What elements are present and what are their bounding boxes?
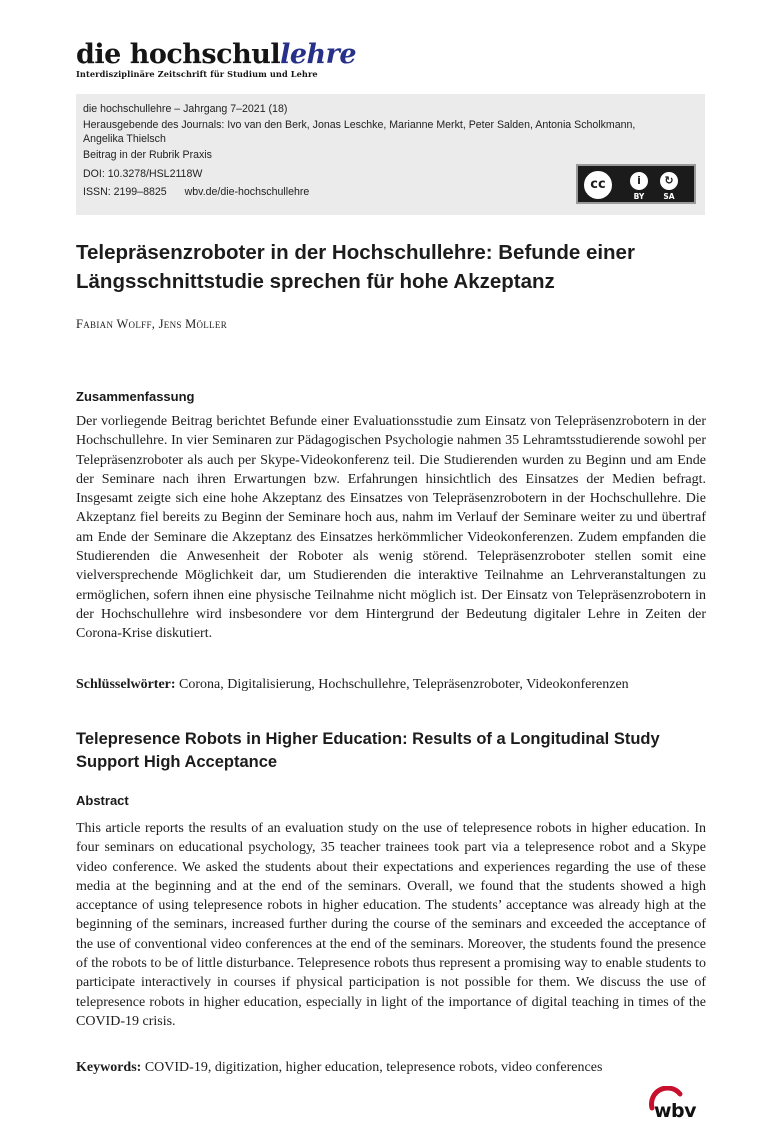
keywords-en-list: COVID-19, digitization, higher education, telepresence robots, video conferences: [144, 1060, 603, 1075]
license-by-label: BY: [633, 192, 645, 201]
journal-logo: [76, 40, 356, 79]
abstract-de-text: Der vorliegende Beitrag berichtet Befunde einer Evaluationsstudie zum Einsatz von Telepräsenzrobotern in der Hochschullehre. In vier Seminaren zur Pädagogischen Psychologie nahmen 35 Lehramtsstudierende sowohl per Telepräsenzroboter als auch per Skype-Videokonferenz teil. Die Studierenden wurden zu Beginn und am Ende der Seminare nach ihren Erwartungen bzw. Erfahrungen hinsichtlich des Einsatzes der Medien befragt. Insgesamt zeigte sich eine hohe Akzeptanz des Einsatzes von Telepräsenzrobotern in der Hochschullehre. Die Akzeptanz fiel bereits zu Beginn der Seminare hoch aus, nahm im Verlauf der Seminare weiter zu und übertraf am Ende der Seminare die Akzeptanz des Einsatzes herkömmlicher Videokonferenzen. Zudem empfanden die Studierenden die Anwesenheit der Roboter als wenig störend. Telepräsenzroboter stellen somit eine vielversprechende Möglichkeit dar, um Studierenden die interaktive Teilnahme an Lehrveranstaltungen zu ermöglichen, sofern ihnen eine physische Teilnahme nicht möglich ist. Der Einsatz von Telepräsenzrobotern in der Hochschullehre wird insbesondere vor dem Hintergrund der Bedeutung digitaler Lehre in Zeiten der Corona-Krise diskutiert.: [76, 414, 706, 642]
attribution-icon: i: [628, 170, 650, 192]
journal-issue-line: die hochschullehre – Jahrgang 7–2021 (18): [83, 103, 288, 115]
article-title-de: [76, 238, 706, 296]
keywords-de-label: Schlüsselwörter:: [76, 677, 176, 692]
cc-by-sa-license-badge[interactable]: [576, 164, 696, 204]
journal-subtitle: Interdisziplinäre Zeitschrift für Studium und Lehre: [76, 69, 318, 79]
rubric-line: Beitrag in der Rubrik Praxis: [83, 149, 212, 162]
editors-line-continued: Angelika Thielsch: [83, 133, 166, 146]
abstract-en-heading: Abstract: [76, 793, 129, 808]
journal-url-link[interactable]: wbv.de/die-hochschullehre: [184, 186, 310, 199]
share-alike-icon: ↻: [658, 170, 680, 192]
doi-line: DOI: 10.3278/HSL2118W: [83, 167, 203, 180]
license-sa-label: SA: [663, 192, 675, 201]
article-title-en-line2: Support High Acceptance: [76, 753, 278, 771]
journal-name: [76, 40, 356, 70]
publisher-logo-text: wbv: [654, 1100, 697, 1122]
article-title-de-line1: Telepräsenzroboter in der Hochschullehre: Befunde einer: [76, 241, 635, 264]
publisher-logo: [642, 1086, 704, 1132]
journal-name-italic: lehre: [280, 39, 357, 70]
issn-text: ISSN: 2199–8825: [83, 186, 167, 199]
keywords-de: [76, 675, 716, 694]
keywords-en-label: Keywords:: [76, 1060, 142, 1075]
article-title-en: [76, 728, 706, 774]
article-authors: Fabian Wolff, Jens Möller: [76, 317, 228, 331]
article-title-de-line2: Längsschnittstudie sprechen für hohe Akzeptanz: [76, 270, 555, 293]
article-metadata-box: [76, 94, 705, 215]
abstract-en-text: This article reports the results of an evaluation study on the use of telepresence robots in higher education. In four seminars on educational psychology, 35 teacher trainees took part via a telepresence robot and a Skype video conference. We asked the students about their expectations and experiences regarding the use of these media at the beginning and at the end of the seminars. Overall, we found that the students showed a high acceptance of using telepresence robots in higher education. The students’ acceptance was already high at the beginning of the seminars, increased further during the course of the seminars and exceeded the acceptance of the use of conventional video conferences at the end of the seminars. Moreover, the students found the presence of the robots to be of little disturbance. Telepresence robots thus represent a promising way to enable students to participate interactively in courses if physical participation is not possible for them. We discuss the use of telepresence robots in higher education, especially in light of the importance of digital teaching in times of the COVID-19 crisis.: [76, 821, 706, 1029]
keywords-de-list: Corona, Digitalisierung, Hochschullehre, Telepräsenzroboter, Videokonferenzen: [179, 677, 629, 692]
editors-line: Herausgebende des Journals: Ivo van den Berk, Jonas Leschke, Marianne Merkt, Peter Salden, Antonia Scholkmann,: [83, 119, 636, 132]
abstract-de-heading: Zusammenfassung: [76, 389, 195, 404]
keywords-en: [76, 1058, 716, 1077]
journal-name-plain: die hochschul: [76, 39, 281, 70]
article-title-en-line1: Telepresence Robots in Higher Education: Results of a Longitudinal Study: [76, 730, 660, 748]
cc-icon: cc: [582, 169, 614, 201]
